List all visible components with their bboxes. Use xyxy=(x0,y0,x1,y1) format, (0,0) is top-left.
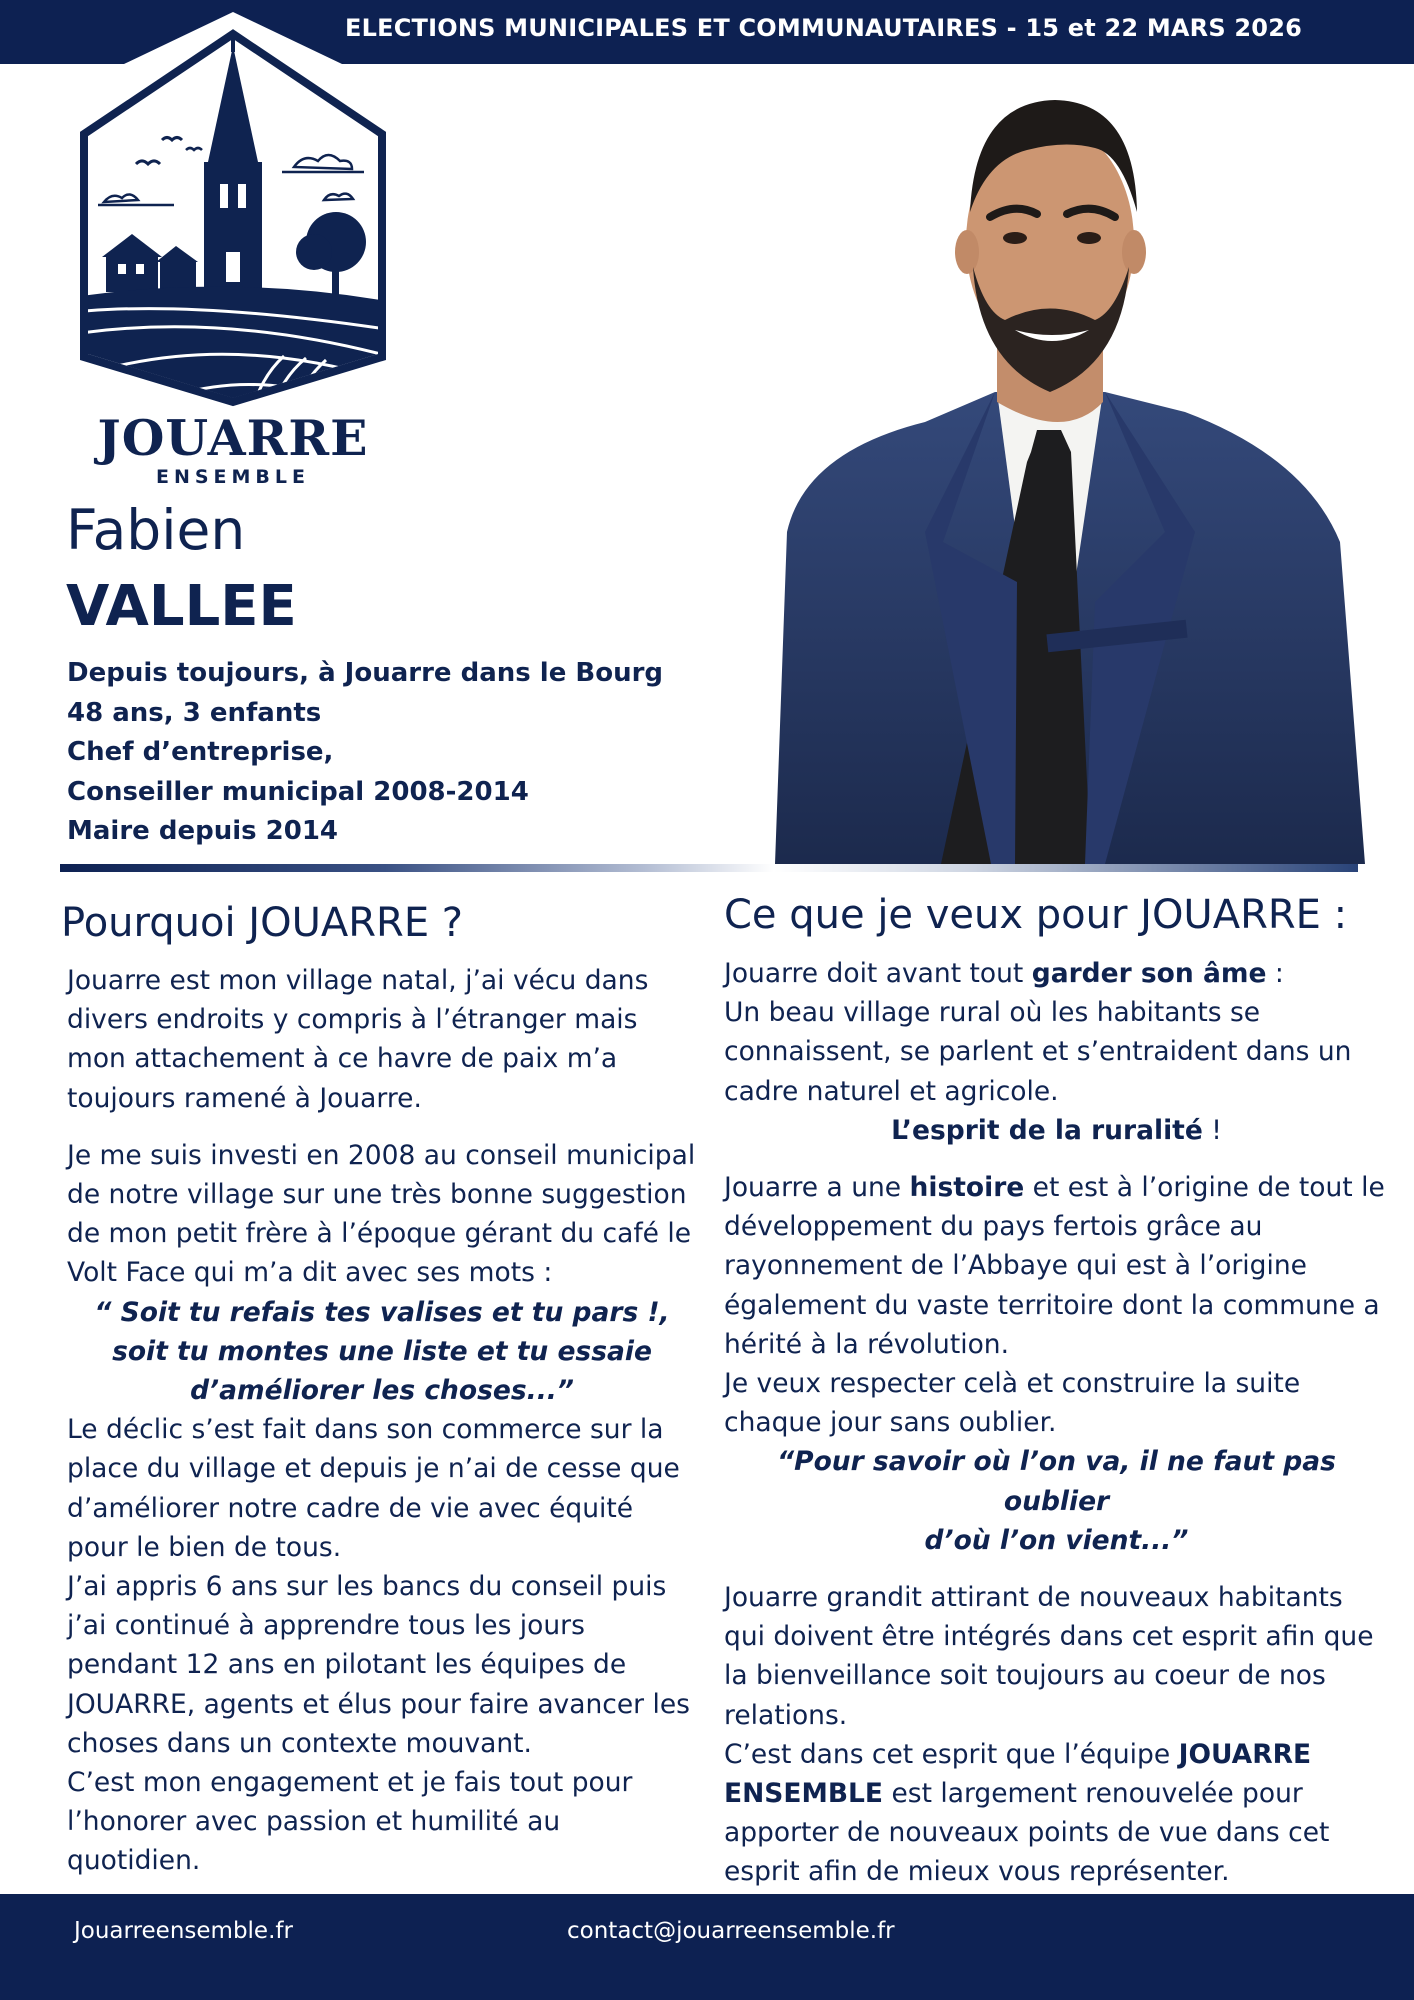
text-run: : xyxy=(1266,958,1284,989)
text-run-bold: garder son âme xyxy=(1031,958,1267,989)
text-run: ! xyxy=(1202,1114,1222,1146)
bio-line: Chef d’entreprise, xyxy=(67,737,334,767)
village-church-icon xyxy=(74,12,392,412)
logo xyxy=(74,12,392,488)
left-column xyxy=(67,961,697,1881)
logo-subtitle: ENSEMBLE xyxy=(155,466,311,488)
paragraph xyxy=(724,954,1389,993)
candidate-portrait xyxy=(765,62,1365,864)
paragraph: Le déclic s’est fait dans son commerce sur la place du village et depuis je n’ai de cesse que d’améliorer notre cadre de vie avec équité pour le bien de tous. xyxy=(67,1414,680,1563)
paragraph: Un beau village rural où les habitants se connaissent, se parlent et s’entraident dans un cadre naturel et agricole. xyxy=(724,997,1352,1107)
election-title: ELECTIONS MUNICIPALES ET COMMUNAUTAIRES - 15 et 22 MARS 2026 xyxy=(345,14,1302,42)
bio-line: Maire depuis 2014 xyxy=(67,816,339,846)
text-run: Jouarre doit avant tout xyxy=(724,958,1032,989)
section-divider xyxy=(60,864,1358,872)
footer-bar xyxy=(0,1894,1414,2000)
text-run: et est à l’origine de tout le développement du pays fertois grâce au rayonnement de l’Abbaye qui est à l’origine également du vaste territoire dont la commune a hérité à la révolution. xyxy=(724,1172,1385,1360)
paragraph xyxy=(724,1168,1389,1364)
text-run: C’est dans cet esprit que l’équipe xyxy=(724,1738,1179,1770)
text-run-bold: histoire xyxy=(909,1172,1025,1204)
bio-line: 48 ans, 3 enfants xyxy=(67,697,322,728)
candidate-bio xyxy=(67,654,707,852)
candidate-last-name: VALLEE xyxy=(66,574,297,639)
bio-line: Depuis toujours, à Jouarre dans le Bourg xyxy=(67,658,664,688)
centered-line xyxy=(724,1111,1389,1150)
right-section-title: Ce que je veux pour JOUARRE : xyxy=(724,892,1348,938)
logo-name: JOUARRE xyxy=(97,409,369,467)
paragraph: Jouarre grandit attirant de nouveaux habitants qui doivent être intégrés dans cet esprit afin que la bienveillance soit toujours au coeur de nos relations. xyxy=(724,1582,1374,1731)
candidate-first-name: Fabien xyxy=(66,498,246,562)
paragraph: Je veux respecter celà et construire la suite chaque jour sans oublier. xyxy=(724,1368,1301,1439)
quote-line: “ Soit tu refais tes valises et tu pars !, xyxy=(94,1296,670,1328)
bio-line: Conseiller municipal 2008-2014 xyxy=(67,776,529,807)
right-column xyxy=(724,954,1389,1892)
paragraph: J’ai appris 6 ans sur les bancs du conseil puis j’ai continué à apprendre tous les jours pendant 12 ans en pilotant les équipes de JOUARRE, agents et élus pour faire avancer les choses dans un contexte mouvant. xyxy=(67,1571,690,1759)
quote-line: d’où l’on vient...” xyxy=(924,1524,1189,1556)
text-run: est largement renouvelée pour apporter de nouveaux points de vue dans cet esprit afin de mieux vous représenter. xyxy=(724,1778,1330,1888)
email-link[interactable]: contact@jouarreensemble.fr xyxy=(567,1918,895,1944)
quote-line: soit tu montes une liste et tu essaie xyxy=(112,1335,652,1367)
paragraph: C’est mon engagement et je fais tout pour l’honorer avec passion et humilité au quotidien. xyxy=(67,1767,633,1877)
text-run: Jouarre a une xyxy=(724,1172,910,1204)
paragraph: Jouarre est mon village natal, j’ai vécu dans divers endroits y compris à l’étranger mais mon attachement à ce havre de paix m’a toujours ramené à Jouarre. xyxy=(67,965,649,1114)
paragraph: Je me suis investi en 2008 au conseil municipal de notre village sur une très bonne suggestion de mon petit frère à l’époque gérant du café le Volt Face qui m’a dit avec ses mots : xyxy=(67,1139,696,1289)
paragraph xyxy=(724,1735,1389,1892)
quote-line: “Pour savoir où l’on va, il ne faut pas oublier xyxy=(777,1446,1336,1517)
quote-line: d’améliorer les choses...” xyxy=(190,1375,574,1407)
left-section-title: Pourquoi JOUARRE ? xyxy=(61,900,464,946)
text-run-bold: L’esprit de la ruralité xyxy=(891,1114,1203,1146)
text-run-bold: JOUARRE ENSEMBLE xyxy=(724,1738,1312,1810)
website-link[interactable]: Jouarreensemble.fr xyxy=(74,1918,293,1944)
